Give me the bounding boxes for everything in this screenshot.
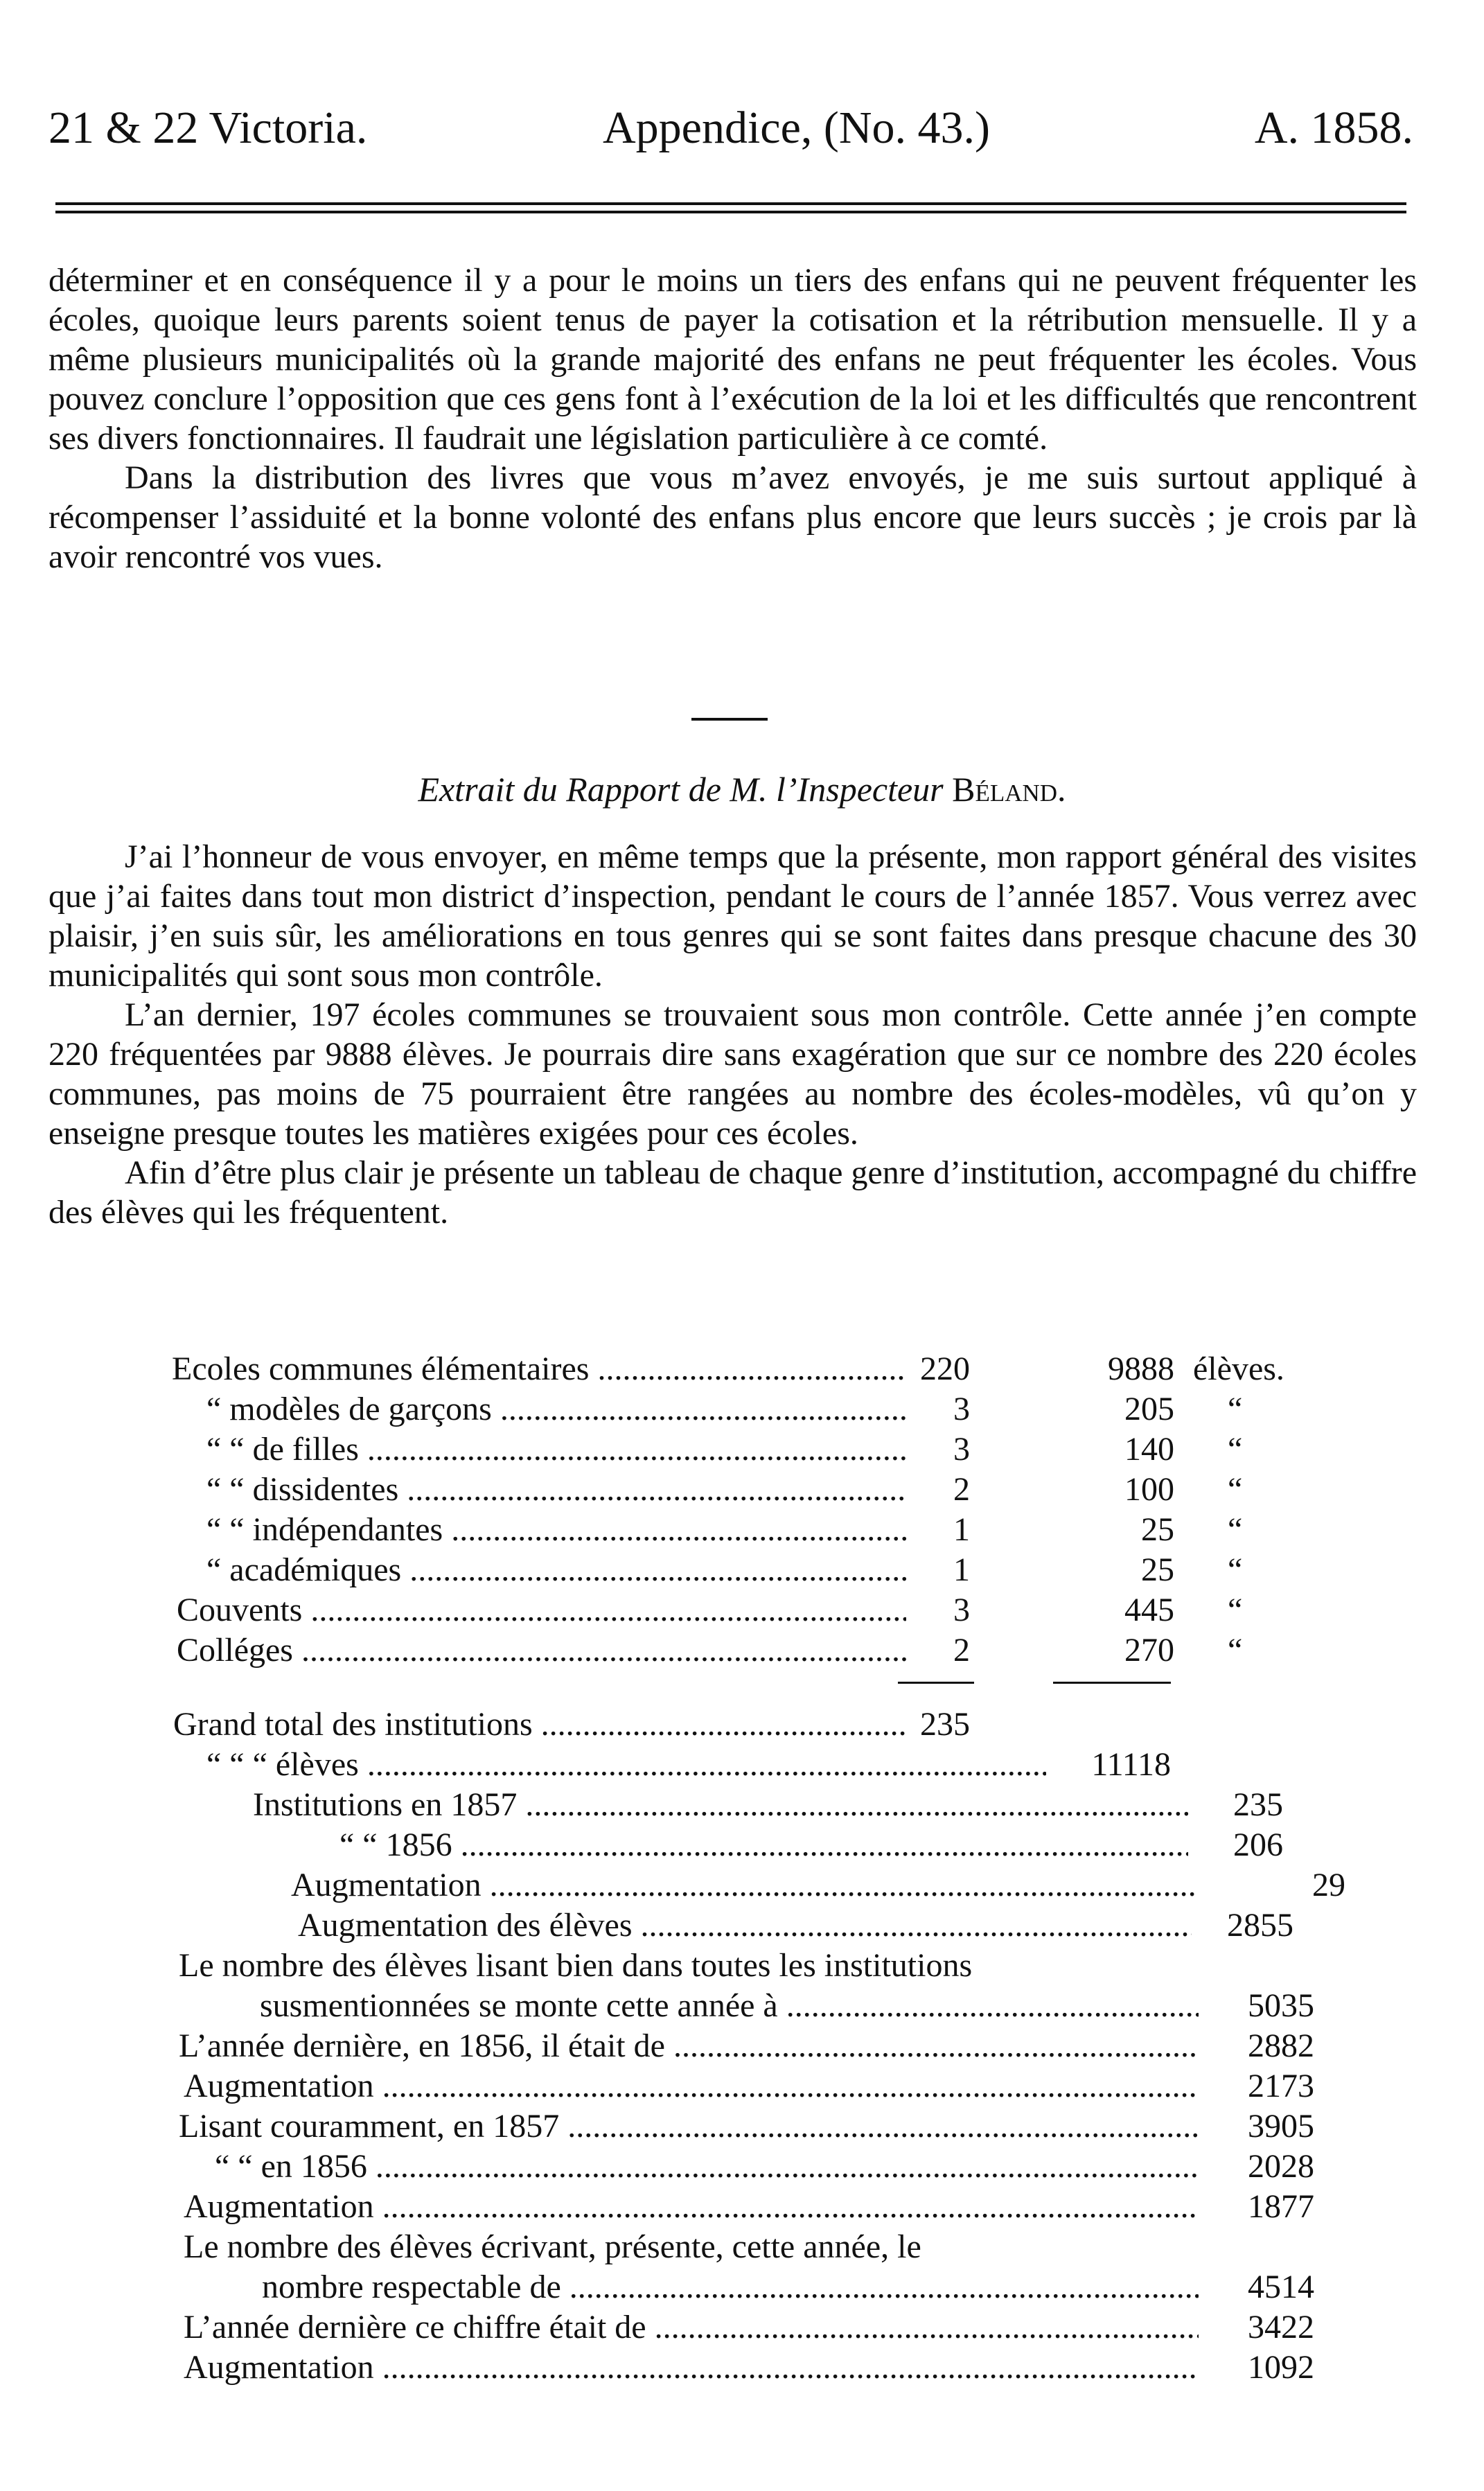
page-header <box>48 97 1413 159</box>
stat-value: 3905 <box>1248 2108 1314 2145</box>
stat-row <box>0 1825 1484 1865</box>
row-pupils: 9888 <box>1108 1350 1174 1387</box>
table-row <box>0 1590 1484 1630</box>
row-pupils: 445 <box>1124 1592 1174 1628</box>
stat-value: 5035 <box>1248 1987 1314 2024</box>
row-count: 1 <box>953 1511 970 1548</box>
stat-row <box>0 2307 1484 2348</box>
stat-label: “ “ en 1856 ..... <box>215 2147 1199 2187</box>
stat-label: Le nombre des élèves écrivant, présente, cette année, le <box>184 2228 921 2265</box>
row-label: “ “ indépendantes ..... <box>206 1510 906 1550</box>
row-pupils: 140 <box>1124 1431 1174 1468</box>
total-row <box>0 1745 1484 1785</box>
stat-value: 2028 <box>1248 2148 1314 2185</box>
row-unit: “ <box>1228 1471 1243 1508</box>
stat-value: 2855 <box>1227 1907 1293 1944</box>
row-unit: “ <box>1228 1592 1243 1628</box>
row-pupils: 100 <box>1124 1471 1174 1508</box>
stat-label: Augmentation des élèves ..... <box>298 1905 1192 1946</box>
table-row <box>0 1470 1484 1510</box>
sum-line-pupils <box>1053 1682 1171 1684</box>
row-pupils: 25 <box>1141 1511 1174 1548</box>
stat-row <box>0 1865 1484 1905</box>
stat-value: 206 <box>1233 1827 1283 1863</box>
total-label: Grand total des institutions ..... <box>173 1705 908 1745</box>
stat-label: “ “ 1856 ..... <box>339 1825 1188 1865</box>
stat-value: 235 <box>1233 1786 1283 1823</box>
stat-row <box>0 2066 1484 2106</box>
row-count: 3 <box>953 1592 970 1628</box>
table-row <box>0 1389 1484 1429</box>
section-heading-title: Extrait du Rapport de M. l’Inspecteur <box>418 770 944 809</box>
table-row <box>0 1429 1484 1470</box>
intro-paragraph-2: Dans la distribution des livres que vous m’avez envoyés, je me suis surtout appliqué à récompenser l’assiduité et la bonne volonté des enfans plus encore que leurs succès ; je crois par là avoir rencontré vos vues. <box>48 459 1417 575</box>
stat-value: 1877 <box>1248 2188 1314 2225</box>
row-count: 1 <box>953 1551 970 1588</box>
row-label: “ modèles de garçons ..... <box>206 1389 906 1429</box>
stat-label: L’année dernière ce chiffre était de ..... <box>184 2307 1199 2348</box>
intro-paragraph-1: déterminer et en conséquence il y a pour le moins un tiers des enfans qui ne peuvent fréquenter les écoles, quoique leurs parents soient tenus de payer la cotisation et la rétribution mensuelle. Il y a même plusieurs municipalités où la grande majorité des enfans ne peut fréquenter les écoles. Vous pouvez conclure l’opposition que ces gens font à l’exécution de la loi et les difficultés que rencontrent ses divers fonctionnaires. Il faudrait une législation particulière à ce comté. <box>48 262 1417 457</box>
stat-label: Augmentation ..... <box>184 2348 1199 2388</box>
stat-label: Lisant couramment, en 1857 ..... <box>179 2106 1199 2147</box>
stat-row <box>0 2187 1484 2227</box>
row-count: 2 <box>953 1632 970 1669</box>
total-value: 11118 <box>1091 1746 1171 1783</box>
row-unit: “ <box>1228 1551 1243 1588</box>
report-text <box>48 837 1417 1232</box>
total-row <box>0 1705 1484 1745</box>
stat-row <box>0 2267 1484 2307</box>
row-label: Ecoles communes élémentaires ..... <box>172 1349 906 1389</box>
stat-row <box>0 2227 1484 2267</box>
section-heading <box>0 768 1484 811</box>
report-paragraph-3: Afin d’être plus clair je présente un tableau de chaque genre d’institution, accompagné du chiffre des élèves qui les fréquentent. <box>48 1154 1417 1231</box>
row-unit: “ <box>1228 1632 1243 1669</box>
row-label: “ “ dissidentes ..... <box>206 1470 906 1510</box>
report-paragraph-1: J’ai l’honneur de vous envoyer, en même temps que la présente, mon rapport général des visites que j’ai faites dans tout mon district d’inspection, pendant le cours de l’année 1857. Vous verrez avec plaisir, j’en suis sûr, les améliorations en tous genres qui se sont faites dans presque chacune des 30 municipalités qui sont sous mon contrôle. <box>48 838 1417 994</box>
total-label: “ “ “ élèves ..... <box>206 1745 1046 1785</box>
stat-label: nombre respectable de ..... <box>262 2267 1199 2307</box>
stat-label: L’année dernière, en 1856, il était de ..... <box>179 2026 1199 2066</box>
section-heading-name: Béland. <box>952 770 1066 809</box>
section-separator <box>691 718 768 721</box>
header-appendix: Appendice, (No. 43.) <box>603 103 991 153</box>
stat-label: Institutions en 1857 ..... <box>253 1785 1188 1825</box>
stat-value: 4514 <box>1248 2269 1314 2305</box>
report-paragraph-2: L’an dernier, 197 écoles communes se trouvaient sous mon contrôle. Cette année j’en compte 220 fréquentées par 9888 élèves. Je pourrais dire sans exagération que sur ce nombre des 220 écoles communes, pas moins de 75 pourraient être rangées au nombre des écoles-modèles, vû qu’on y enseigne presque toutes les matières exigées pour ces écoles. <box>48 996 1417 1152</box>
stat-value: 2882 <box>1248 2027 1314 2064</box>
stat-row <box>0 2026 1484 2066</box>
stat-label: Augmentation ..... <box>184 2187 1199 2227</box>
row-unit: “ <box>1228 1511 1243 1548</box>
row-pupils: 270 <box>1124 1632 1174 1669</box>
table-row <box>0 1349 1484 1389</box>
header-session: 21 & 22 Victoria. <box>48 103 368 153</box>
stat-row <box>0 1946 1484 1986</box>
sum-line-count <box>898 1682 974 1684</box>
stat-value: 2173 <box>1248 2068 1314 2104</box>
table-row <box>0 1550 1484 1590</box>
row-unit: “ <box>1228 1391 1243 1427</box>
header-rule-bottom <box>55 211 1406 213</box>
stat-row <box>0 1905 1484 1946</box>
stat-value: 3422 <box>1248 2309 1314 2345</box>
row-label: Couvents ..... <box>177 1590 906 1630</box>
row-label: “ “ de filles ..... <box>206 1429 906 1470</box>
row-label: Colléges ..... <box>177 1630 906 1671</box>
header-year: A. 1858. <box>1254 103 1413 153</box>
row-count: 3 <box>953 1391 970 1427</box>
row-count: 220 <box>920 1350 970 1387</box>
row-pupils: 25 <box>1141 1551 1174 1588</box>
table-row <box>0 1510 1484 1550</box>
stat-label: Augmentation ..... <box>291 1865 1195 1905</box>
stat-row <box>0 1986 1484 2026</box>
row-pupils: 205 <box>1124 1391 1174 1427</box>
header-rule-top <box>55 202 1406 205</box>
stat-label: Augmentation ..... <box>184 2066 1199 2106</box>
row-label: “ académiques ..... <box>206 1550 906 1590</box>
table-row <box>0 1630 1484 1671</box>
stat-label: Le nombre des élèves lisant bien dans toutes les institutions <box>179 1947 973 1984</box>
row-unit: élèves. <box>1193 1350 1284 1387</box>
intro-text <box>48 261 1417 576</box>
stat-row <box>0 2348 1484 2388</box>
stat-row <box>0 1785 1484 1825</box>
stat-row <box>0 2106 1484 2147</box>
total-value: 235 <box>920 1706 970 1743</box>
row-unit: “ <box>1228 1431 1243 1468</box>
stat-label: susmentionnées se monte cette année à ..... <box>260 1986 1199 2026</box>
row-count: 3 <box>953 1431 970 1468</box>
stat-value: 29 <box>1312 1867 1345 1903</box>
row-count: 2 <box>953 1471 970 1508</box>
stat-row <box>0 2147 1484 2187</box>
stat-value: 1092 <box>1248 2349 1314 2386</box>
